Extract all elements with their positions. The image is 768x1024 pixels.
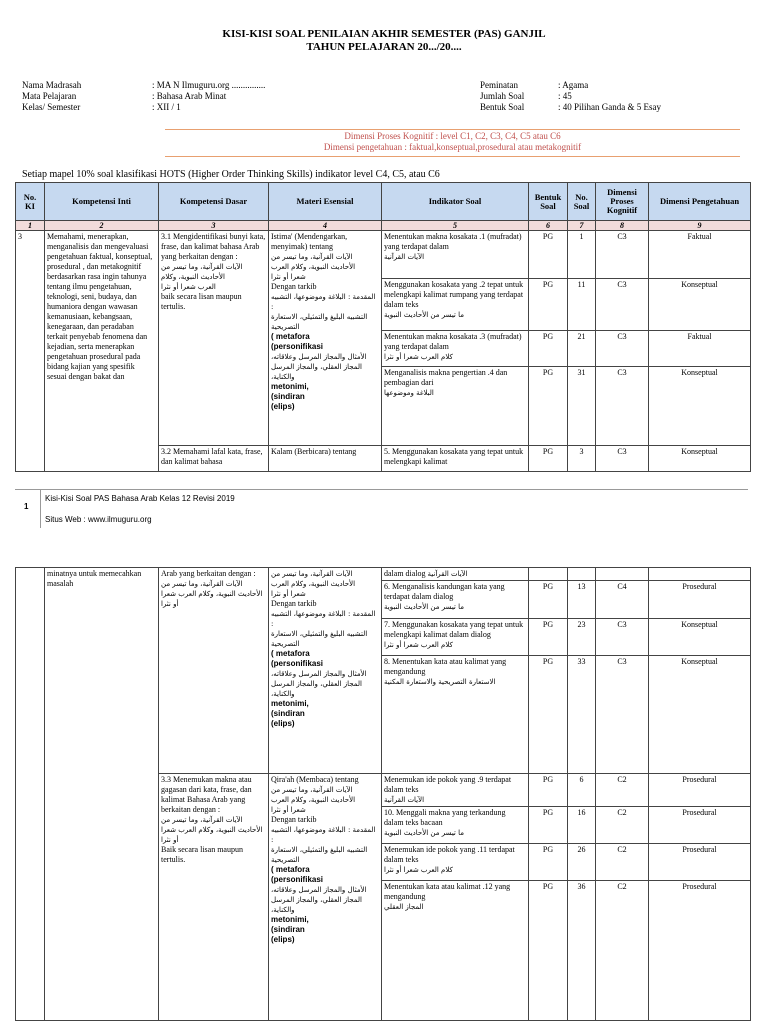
dimensi-kognitif: C3 (596, 279, 649, 331)
dimensi-kognitif: C2 (596, 844, 649, 881)
materi-arabic: الأمثال والمجاز المرسل وعلاقاته، (271, 353, 367, 361)
indikator-text: dalam dialog (384, 569, 426, 578)
materi-arabic: شعرا أو نثرا (271, 806, 306, 814)
bentuk-soal: PG (529, 844, 568, 881)
dimensi-pengetahuan: Prosedural (649, 774, 751, 807)
info-left-labels (22, 80, 81, 113)
kd-arabic: الآيات القرآنية، وما تيسر من الأحاديث النبوية، وكلام العرب شعرا أو نثرا (161, 580, 263, 608)
document-title-line2: TAHUN PELAJARAN 20.../20.... (306, 41, 462, 53)
kd-description: 3.3 Menemukan makna atau gagasan dari kata, frase, dan kalimat Bahasa Arab yang berkaitan dengan : (161, 775, 252, 814)
materi-arabic: التشبيه البليغ والتمثيلي، الاستعارة التصريحية (271, 313, 368, 331)
indikator-arabic: الآيات القرآنية (427, 570, 468, 578)
column-number: 3 (159, 221, 269, 231)
dimensi-pengetahuan: Prosedural (649, 807, 751, 844)
indikator-cell (382, 807, 529, 844)
column-header: Indikator Soal (382, 183, 529, 221)
materi-text: Kalam (Berbicara) tentang (269, 446, 382, 472)
dimensi-kognitif (596, 568, 649, 581)
ki-number (16, 568, 45, 1021)
info-value: : XII / 1 (152, 102, 181, 112)
bentuk-soal: PG (529, 774, 568, 807)
materi-title: Istima' (Mendengarkan, menyimak) tentang (271, 232, 348, 251)
materi-arabic: المجاز العقلي، والمجاز المرسل (271, 680, 362, 688)
no-soal: 36 (568, 881, 596, 1021)
materi-text (269, 231, 382, 446)
bentuk-soal: PG (529, 807, 568, 844)
divider (165, 156, 740, 157)
materi-term: (elips) (271, 719, 295, 728)
column-number: 5 (382, 221, 529, 231)
materi-term: (sindiran (271, 709, 305, 718)
column-header: Dimensi Pengetahuan (649, 183, 751, 221)
indikator-cell (382, 844, 529, 881)
kd-text: 3.2 Memahami lafal kata, frase, dan kalimat bahasa (159, 446, 269, 472)
column-header: Kompetensi Dasar (159, 183, 269, 221)
dimension-notes (165, 131, 740, 153)
dimensi-pengetahuan: Faktual (649, 231, 751, 279)
footer-website: Situs Web : www.ilmuguru.org (45, 515, 152, 524)
no-soal: 3 (568, 446, 596, 472)
materi-arabic: الآيات القرآنية، وما تيسر من (271, 570, 353, 578)
dimensi-pengetahuan: Konseptual (649, 656, 751, 774)
materi-text (269, 774, 382, 1021)
kd-text (159, 774, 269, 1021)
ki-text: Memahami, menerapkan, menganalisis dan mengevaluasi pengetahuan faktual, konseptual, prosedural , dan metakognitif berdasarkan rasa ingin tahunya tentang ilmu pengetahuan, teknologi, seni, budaya, dan humaniora dengan wawasan kemanusiaan, kebangsaan, kenegaraan, dan peradaban terkait penyebab fenomena dan kejadian, serta menerapkan pengetahuan prosedural pada bidang kajian yang spesifik sesuai dengan bakat dan (45, 231, 159, 472)
kd-arabic: العرب شعرا أو نثرا (161, 283, 216, 291)
column-header: No. Soal (568, 183, 596, 221)
indikator-text: 5. Menggunakan kosakata yang tepat untuk melengkapi kalimat (382, 446, 529, 472)
indikator-arabic: ما تيسر من الأحاديث النبوية (384, 311, 464, 319)
dimensi-pengetahuan: Faktual (649, 331, 751, 367)
bentuk-soal: PG (529, 619, 568, 656)
indikator-arabic: كلام العرب شعرا أو نثرا (384, 353, 453, 361)
no-soal: 13 (568, 581, 596, 619)
materi-term: ( metafora (271, 649, 310, 658)
materi-term: (sindiran (271, 392, 305, 401)
indikator-text: Menentukan makna kosakata .1 (mufradat) yang terdapat dalam (384, 232, 522, 251)
materi-tarkib: Dengan tarkib (271, 599, 317, 608)
bentuk-soal: PG (529, 881, 568, 1021)
kd-text (159, 568, 269, 774)
column-number: 1 (16, 221, 45, 231)
no-soal: 21 (568, 331, 596, 367)
materi-arabic: الأحاديث النبوية، وكلام العرب (271, 580, 356, 588)
info-value: : MA N Ilmuguru.org ............... (152, 80, 266, 90)
no-soal: 26 (568, 844, 596, 881)
column-header: No. KI (16, 183, 45, 221)
bentuk-soal: PG (529, 331, 568, 367)
indikator-cell (382, 279, 529, 331)
indikator-text: Menentukan makna kosakata .3 (mufradat) yang terdapat dalam (384, 332, 522, 351)
kisi-kisi-table-page2 (15, 567, 751, 1021)
column-number: 2 (45, 221, 159, 231)
indikator-cell (382, 367, 529, 446)
no-soal: 31 (568, 367, 596, 446)
materi-tarkib: Dengan tarkib (271, 815, 317, 824)
indikator-arabic: الآيات القرآنية (384, 796, 425, 804)
indikator-cell (382, 774, 529, 807)
dimensi-kognitif: C3 (596, 656, 649, 774)
no-soal: 11 (568, 279, 596, 331)
indikator-text: Menemukan ide pokok yang .9 terdapat dalam teks (384, 775, 512, 794)
column-number: 9 (649, 221, 751, 231)
materi-arabic: المقدمة : البلاغة وموضوعها، التشبيه : (271, 826, 376, 844)
indikator-cell (382, 231, 529, 279)
dimensi-pengetahuan: Prosedural (649, 581, 751, 619)
materi-arabic: التشبيه البليغ والتمثيلي، الاستعارة التصريحية (271, 630, 368, 648)
indikator-cell (382, 656, 529, 774)
no-soal: 6 (568, 774, 596, 807)
materi-term: (personifikasi (271, 342, 324, 351)
dimensi-kognitif: C3 (596, 331, 649, 367)
materi-title: Qira'ah (Membaca) tentang (271, 775, 359, 784)
indikator-text: Menggunakan kosakata yang .2 tepat untuk melengkapi kalimat rumpang yang terdapat dalam teks (384, 280, 524, 309)
materi-arabic: والكناية، (271, 906, 295, 914)
table-row (16, 231, 751, 279)
indikator-cell (382, 581, 529, 619)
info-label: Bentuk Soal (480, 102, 525, 112)
indikator-text: 10. Menggali makna yang terkandung dalam teks bacaan (384, 808, 506, 827)
indikator-cell (382, 881, 529, 1021)
materi-term: (sindiran (271, 925, 305, 934)
materi-term: metonimi, (271, 699, 309, 708)
no-soal: 23 (568, 619, 596, 656)
table-row (16, 568, 751, 581)
dimensi-pengetahuan (649, 568, 751, 581)
kd-tail: Baik secara lisan maupun tertulis. (161, 845, 243, 864)
hots-note: Setiap mapel 10% soal klasifikasi HOTS (Higher Order Thinking Skills) indikator level C4, C5, atau C6 (22, 169, 440, 180)
info-label: Mata Pelajaran (22, 91, 77, 101)
materi-arabic: الأمثال والمجاز المرسل وعلاقاته، (271, 886, 367, 894)
materi-arabic: المجاز العقلي، والمجاز المرسل (271, 363, 362, 371)
indikator-cell (382, 331, 529, 367)
dimensi-kognitif: C3 (596, 231, 649, 279)
kisi-kisi-table-page1 (15, 182, 751, 472)
indikator-text: Menentukan kata atau kalimat .12 yang mengandung (384, 882, 511, 901)
dimensi-pengetahuan: Konseptual (649, 446, 751, 472)
bentuk-soal: PG (529, 279, 568, 331)
dimensi-kognitif: C4 (596, 581, 649, 619)
info-right-labels (480, 80, 524, 113)
indikator-arabic: المجاز العقلي (384, 903, 424, 911)
no-soal: 33 (568, 656, 596, 774)
no-soal: 1 (568, 231, 596, 279)
materi-term: ( metafora (271, 332, 310, 341)
info-value: : 40 Pilihan Ganda & 5 Esay (558, 102, 661, 112)
indikator-arabic: الآيات القرآنية (384, 253, 425, 261)
materi-term: (elips) (271, 935, 295, 944)
kd-arabic: الآيات القرآنية، وما تيسر من (161, 263, 243, 271)
materi-arabic: والكناية، (271, 373, 295, 381)
footer-divider (15, 489, 748, 490)
column-header: Materi Esensial (269, 183, 382, 221)
materi-tarkib: Dengan tarkib (271, 282, 317, 291)
kd-text (159, 231, 269, 446)
indikator-arabic: الاستعارة التصريحية والاستعارة المكنية (384, 678, 496, 686)
dimensi-pengetahuan: Konseptual (649, 619, 751, 656)
materi-term: metonimi, (271, 382, 309, 391)
indikator-arabic: كلام العرب شعرا أو نثرا (384, 866, 453, 874)
no-soal (568, 568, 596, 581)
dimensi-kognitif: C2 (596, 774, 649, 807)
materi-term: (personifikasi (271, 659, 324, 668)
document-title-line1: KISI-KISI SOAL PENILAIAN AKHIR SEMESTER (PAS) GANJIL (222, 28, 546, 40)
ki-text: minatnya untuk memecahkan masalah (45, 568, 159, 1021)
kd-description: 3.1 Mengidentifikasi bunyi kata, frase, dan kalimat bahasa Arab yang berkaitan dengan : (161, 232, 266, 261)
dimension-pengetahuan: Dimensi pengetahuan : faktual,konseptual,prosedural atau metakognitif (323, 142, 582, 152)
materi-arabic: المقدمة : البلاغة وموضوعها، التشبيه : (271, 610, 376, 628)
info-label: Nama Madrasah (22, 80, 82, 90)
dimensi-pengetahuan: Konseptual (649, 279, 751, 331)
bentuk-soal: PG (529, 367, 568, 446)
page-number: 1 (24, 502, 29, 511)
column-header: Kompetensi Inti (45, 183, 159, 221)
column-number: 4 (269, 221, 382, 231)
bentuk-soal: PG (529, 656, 568, 774)
indikator-arabic: ما تيسر من الأحاديث النبوية (384, 829, 464, 837)
materi-term: metonimi, (271, 915, 309, 924)
ki-number: 3 (16, 231, 45, 472)
materi-arabic: التشبيه البليغ والتمثيلي، الاستعارة التصريحية (271, 846, 368, 864)
info-label: Kelas/ Semester (22, 102, 81, 112)
indikator-text: Menemukan ide pokok yang .11 terdapat dalam teks (384, 845, 515, 864)
dimensi-kognitif: C3 (596, 446, 649, 472)
materi-term: ( metafora (271, 865, 310, 874)
bentuk-soal: PG (529, 231, 568, 279)
indikator-text: 8. Menentukan kata atau kalimat yang mengandung (384, 657, 507, 676)
materi-arabic: المجاز العقلي، والمجاز المرسل (271, 896, 362, 904)
kd-tail: baik secara lisan maupun tertulis. (161, 292, 242, 311)
materi-arabic: شعرا أو نثرا (271, 273, 306, 281)
dimensi-pengetahuan: Prosedural (649, 881, 751, 1021)
indikator-arabic: البلاغة وموضوعها (384, 389, 434, 397)
footer-vertical-divider (40, 490, 41, 528)
info-left-values (152, 80, 265, 113)
bentuk-soal: PG (529, 581, 568, 619)
column-header: Bentuk Soal (529, 183, 568, 221)
indikator-arabic: كلام العرب شعرا أو نثرا (384, 641, 453, 649)
dimensi-pengetahuan: Prosedural (649, 844, 751, 881)
info-value: : 45 (558, 91, 572, 101)
dimensi-pengetahuan: Konseptual (649, 367, 751, 446)
footer-doc-title: Kisi-Kisi Soal PAS Bahasa Arab Kelas 12 Revisi 2019 (45, 494, 235, 503)
kd-arabic: الآيات القرآنية، وما تيسر من الأحاديث النبوية، وكلام العرب شعرا أو نثرا (161, 816, 263, 844)
materi-arabic: الآيات القرآنية، وما تيسر من (271, 786, 353, 794)
materi-term: (elips) (271, 402, 295, 411)
bentuk-soal: PG (529, 446, 568, 472)
dimensi-kognitif: C2 (596, 881, 649, 1021)
info-right-values (558, 80, 661, 113)
kd-description: Arab yang berkaitan dengan : (161, 569, 256, 578)
no-soal: 16 (568, 807, 596, 844)
materi-arabic: الأمثال والمجاز المرسل وعلاقاته، (271, 670, 367, 678)
materi-text (269, 568, 382, 774)
indikator-text: 6. Menganalisis kandungan kata yang terdapat dalam dialog (384, 582, 505, 601)
materi-arabic: المقدمة : البلاغة وموضوعها، التشبيه : (271, 293, 376, 311)
dimensi-kognitif: C2 (596, 807, 649, 844)
indikator-text: Menganalisis makna pengertian .4 dan pembagian dari (384, 368, 508, 387)
kd-arabic: الأحاديث النبوية، وكلام (161, 273, 225, 281)
materi-arabic: شعرا أو نثرا (271, 590, 306, 598)
table-header-row (16, 183, 751, 221)
column-number: 8 (596, 221, 649, 231)
dimensi-kognitif: C3 (596, 619, 649, 656)
bentuk-soal (529, 568, 568, 581)
divider (165, 129, 740, 130)
indikator-text: 7. Menggunakan kosakata yang tepat untuk melengkapi kalimat dalam dialog (384, 620, 524, 639)
info-label: Peminatan (480, 80, 518, 90)
indikator-cell (382, 619, 529, 656)
materi-arabic: والكناية، (271, 690, 295, 698)
info-value: : Agama (558, 80, 589, 90)
column-number-row (16, 221, 751, 231)
info-value: : Bahasa Arab Minat (152, 91, 227, 101)
materi-arabic: الأحاديث النبوية، وكلام العرب (271, 796, 356, 804)
column-number: 7 (568, 221, 596, 231)
dimension-kognitif: Dimensi Proses Kognitif : level C1, C2, C3, C4, C5 atau C6 (344, 131, 561, 141)
indikator-cell (382, 568, 529, 581)
materi-arabic: الآيات القرآنية، وما تيسر من (271, 253, 353, 261)
dimensi-kognitif: C3 (596, 367, 649, 446)
indikator-arabic: ما تيسر من الأحاديث النبوية (384, 603, 464, 611)
materi-arabic: الأحاديث النبوية، وكلام العرب (271, 263, 356, 271)
column-number: 6 (529, 221, 568, 231)
column-header: Dimensi Proses Kognitif (596, 183, 649, 221)
materi-term: (personifikasi (271, 875, 324, 884)
info-label: Jumlah Soal (480, 91, 525, 101)
